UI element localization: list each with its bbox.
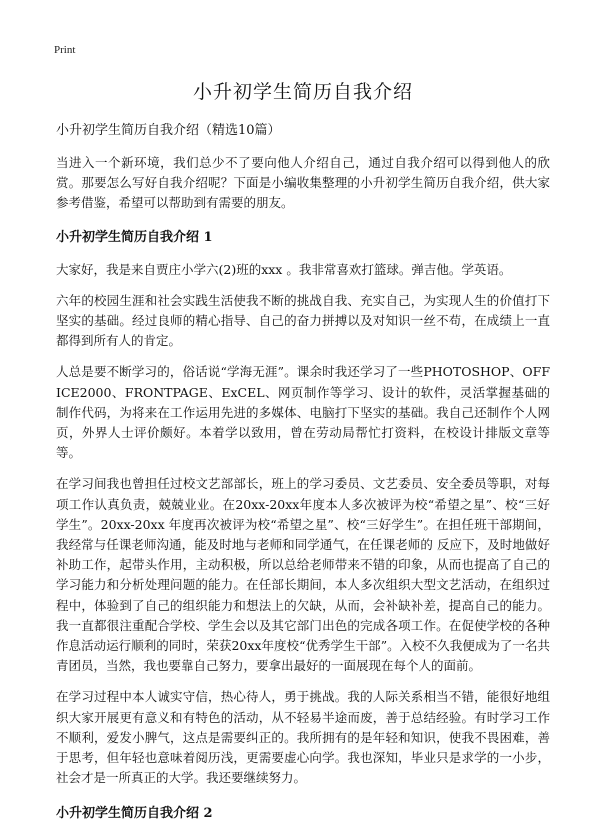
section-1-paragraph-1: 大家好，我是来自贾庄小学六(2)班的xxx 。我非常喜欢打篮球。弹吉他。学英语。 <box>56 261 512 277</box>
document-subtitle: 小升初学生简历自我介绍（精选10篇） <box>56 123 281 138</box>
section-1-paragraph-3: 人总是要不断学习的，俗话说“学海无涯”。课余时我还学习了一些PHOTOSHOP、OFFICE2000、FRONTPAGE、ExCEL、网页制作等学习、设计的软件，灵活掌握基础的制作代码，为将来在工作运用先进的多媒体、电脑打下坚实的基础。我自己还制作个人网页，外界人士评价颇好。本着学以致用，曾在劳动局帮忙打资料，在校设计排版文章等等。 <box>56 364 550 461</box>
section-1-paragraph-4: 在学习间我也曾担任过校文艺部部长，班上的学习委员、文艺委员、安全委员等职，对每项工作认真负责，兢兢业业。在20xx-20xx年度本人多次被评为校“希望之星”、校“三好学生”。20xx-20xx 年度再次被评为校“希望之星”、校“三好学生”。在担任班干部期间，我经常与任课老师沟通，能及时地与老师和同学通气，在任课老师的 反应下，及时地做好补助工作，起带头作用，主动积极，所以总给老师带来不错的印象，从而也提高了自己的学习能力和分析处理问题的能力。在任部长期间，本人多次组织大型文艺活动，在组织过程中，体验到了自己的组织能力和想法上的欠缺，从而，会补缺补差，提高自己的能力。我一直都很注重配合学校、学生会以及其它部门出色的完成各项工作。在促使学校的各种作息活动运行顺利的同时，荣获20xx年度校“优秀学生干部”。入校不久我便成为了一名共青团员，当然，我也要靠自己努力，要拿出最好的一面展现在每个人的面前。 <box>56 476 550 674</box>
intro-paragraph: 当进入一个新环境，我们总少不了要向他人介绍自己，通过自我介绍可以得到他人的欣赏。那要怎么写好自我介绍呢？下面是小编收集整理的小升初学生简历自我介绍，供大家参考借鉴，希望可以帮助到有需要的朋友。 <box>56 155 550 211</box>
section-1-paragraph-5: 在学习过程中本人诚实守信，热心待人，勇于挑战。我的人际关系相当不错，能很好地组织大家开展更有意义和有特色的活动，从不轻易半途而废，善于总结经验。有时学习工作不顺利，爱发小脾气，这点是需要纠正的。我所拥有的是年轻和知识，使我不畏困难，善于思考，但年轻也意味着阅历浅，更需要虚心向学。我也深知，毕业只是求学的一小步，社会才是一所真正的大学。我还要继续努力。 <box>56 689 550 786</box>
print-label: Print <box>54 44 76 56</box>
section-1-paragraph-2: 六年的校园生涯和社会实践生活使我不断的挑战自我、充实自己，为实现人生的价值打下坚实的基础。经过良师的精心指导、自己的奋力拼搏以及对知识一丝不苟，在成绩上一直都得到所有人的肯定。 <box>56 292 550 349</box>
section-heading-2: 小升初学生简历自我介绍 2 <box>56 806 213 822</box>
section-heading-1: 小升初学生简历自我介绍 1 <box>56 229 213 245</box>
page-title: 小升初学生简历自我介绍 <box>192 81 413 103</box>
document-page <box>56 80 550 836</box>
